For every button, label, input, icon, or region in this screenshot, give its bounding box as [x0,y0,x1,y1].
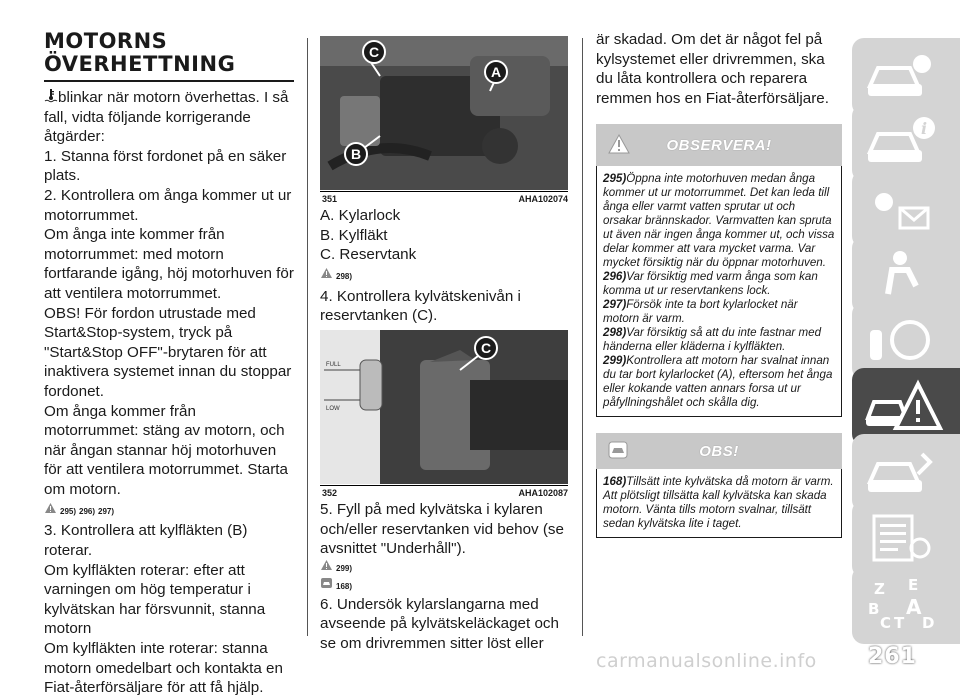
step-2: 2. Kontrollera om ånga kommer ut ur motorrummet. [44,186,292,224]
engine-bay-illustration [320,36,568,190]
breakdown-triangle-icon [860,376,940,436]
ref-168[interactable]: 168) [336,581,353,591]
ref-295[interactable]: 295) [60,506,77,516]
car-maintenance-icon [860,442,940,502]
title-line-2: ÖVERHETTNING [44,52,236,76]
warning-triangle-icon [608,134,630,159]
svg-text:B: B [868,600,880,618]
page-number: 261 [868,644,917,669]
intro-text: blinkar när motorn överhettas. I så fall, vidta följande korrigerande åtgärder: [44,89,289,146]
column-left [44,30,294,698]
warning-item-296: 296)Var försiktig med varm ånga som kan komma ut ur reservtankens lock. [603,270,818,298]
ref-297[interactable]: 297) [98,506,115,516]
car-notice-icon [320,577,333,597]
note-item-168: 168)Tillsätt inte kylvätska då motorn är varm. Att plötsligt tillsätta kall kylvätska kan skada motorn. Vänta tills motorn svalnar, tillsätt sedan kylvätska lite i taget. [603,475,834,531]
step-5: 5. Fyll på med kylvätska i kylaren och/eller reservtanken vid behov (se avsnittet "Underhåll"). [320,500,564,558]
svg-text:i: i [920,119,928,138]
figure-number: 351 [322,194,338,204]
figure-caption-352 [320,485,568,498]
car-warning-icon [860,112,940,172]
engine-photo-352 [320,330,568,484]
figure-code: AHA102087 [518,487,568,498]
index-icon [860,574,940,634]
svg-text:A: A [906,595,922,619]
temperature-warning-icon [44,89,58,106]
intro-paragraph [44,88,294,147]
warning-triangle-icon [44,502,57,522]
part-b: B. Kylfläkt [320,226,388,244]
column-divider-1 [307,38,308,636]
warning-refs [44,501,294,521]
warning-box-body [596,166,842,417]
low-mark: LOW [326,405,340,412]
title-line-1: MOTORNS [44,29,168,53]
fan-not-rotating-paragraph: Om kylfläkten inte roterar: stanna motorn omedelbart och kontakta en Fiat-återförsäljare för att få hjälp. [44,640,283,697]
part-c: C. Reservtank [320,246,417,264]
car-info-icon [860,46,940,106]
reservoir-illustration [320,330,568,484]
airbag-seat-icon [860,244,940,304]
warning-refs-299 [320,561,568,577]
svg-text:C: C [880,614,892,632]
step-4: 4. Kontrollera kylvätskenivån i reservtanken (C). [320,287,521,325]
warning-item-298: 298)Var försiktig så att du inte fastnar med händerna eller kläderna i kylfläkten. [603,326,822,354]
notice-refs-168 [320,579,568,595]
steam-paragraph: Om ånga kommer från motorrummet: stäng av motorn, och när ångan stannar höj motorhuven för att ventilera motorrummet. Starta om motorn. [44,402,288,498]
note-heading: OBS! [699,442,739,460]
label-b: B [350,146,362,162]
warning-refs-298 [320,267,568,287]
warning-box-header [596,124,842,166]
title-rule [44,80,294,82]
page-title [44,30,294,76]
step-6: 6. Undersök kylarslangarna med avseende på kylvätskeläckaget och se om drivremmen sitter löst eller [320,595,559,652]
fan-rotates-paragraph: Om kylfläkten roterar: efter att varningen om hög temperatur i kylvätskan har försvunnit, stanna motorn [44,561,266,638]
part-a: A. Kylarlock [320,207,401,224]
warning-box [596,124,842,417]
figure-caption-351 [320,191,568,204]
parts-list [320,206,568,326]
warning-triangle-icon [320,559,333,579]
no-steam-paragraph: Om ånga inte kommer från motorrummet: med motorn fortfarande igång, höj motorhuven för att ventilera motorrummet. [44,226,294,302]
full-mark: FULL [326,361,341,368]
column-right [596,30,842,538]
watermark: carmanualsonline.info [596,650,817,672]
figure-code: AHA102074 [518,194,568,204]
svg-text:E: E [908,576,919,594]
warning-item-299: 299)Kontrollera att motorn har svalnat innan du tar bort kylarlocket (A), eftersom het ånga eller kokande vatten annars forsa ut ur påfyllningshålet och skålla dig. [603,354,833,410]
step-3: 3. Kontrollera att kylfläkten (B) roterar. [44,522,248,560]
label-c2: C [480,339,492,356]
note-box-header [596,433,842,469]
tab-index[interactable] [852,566,960,644]
chapter-sidebar [852,38,960,638]
step-1: 1. Stanna först fordonet på en säker plats. [44,147,287,185]
warning-item-297: 297)Försök inte ta bort kylarlocket när motorn är varm. [603,298,798,326]
figure-number: 352 [322,487,338,498]
label-a: A [490,64,502,80]
steps-5-6 [320,500,568,654]
note-box [596,433,842,538]
warning-heading: OBSERVERA! [666,136,772,154]
specifications-icon [860,508,940,568]
svg-text:D: D [922,614,935,632]
ref-296[interactable]: 296) [79,506,96,516]
car-notice-icon [608,441,628,464]
column-divider-2 [582,38,583,636]
engine-photo-351 [320,36,568,190]
start-stop-note: OBS! För fordon utrustade med Start&Stop-system, tryck på "Start&Stop OFF"-brytaren för att inaktivera systemet innan du stoppar fordonet. [44,304,292,400]
ref-299[interactable]: 299) [336,563,353,573]
svg-text:T: T [894,614,905,632]
column-middle [320,36,568,654]
left-body [44,88,294,698]
dashboard-lights-icon [860,178,940,238]
warning-triangle-icon [320,267,333,287]
label-c: C [368,44,380,60]
ref-298[interactable]: 298) [336,271,353,281]
continued-paragraph: är skadad. Om det är något fel på kylsystemet eller drivremmen, ska du låta kontrollera och reparera remmen hos en Fiat-återförsäljare. [596,31,829,107]
warning-item-295: 295)Öppna inte motorhuven medan ånga kommer ut ur motorrummet. Det kan leda till ånga eller varmt vatten sprutar ut och orsakar brännskador. Varmvatten kan spruta ut även när ingen ånga kommer ut, och vissa delar kommer att vara mycket varma. Var mycket försiktig när du öppnar motorhuven. [603,172,835,270]
key-steering-icon [860,310,940,370]
note-box-body [596,469,842,538]
svg-text:Z: Z [874,580,885,598]
